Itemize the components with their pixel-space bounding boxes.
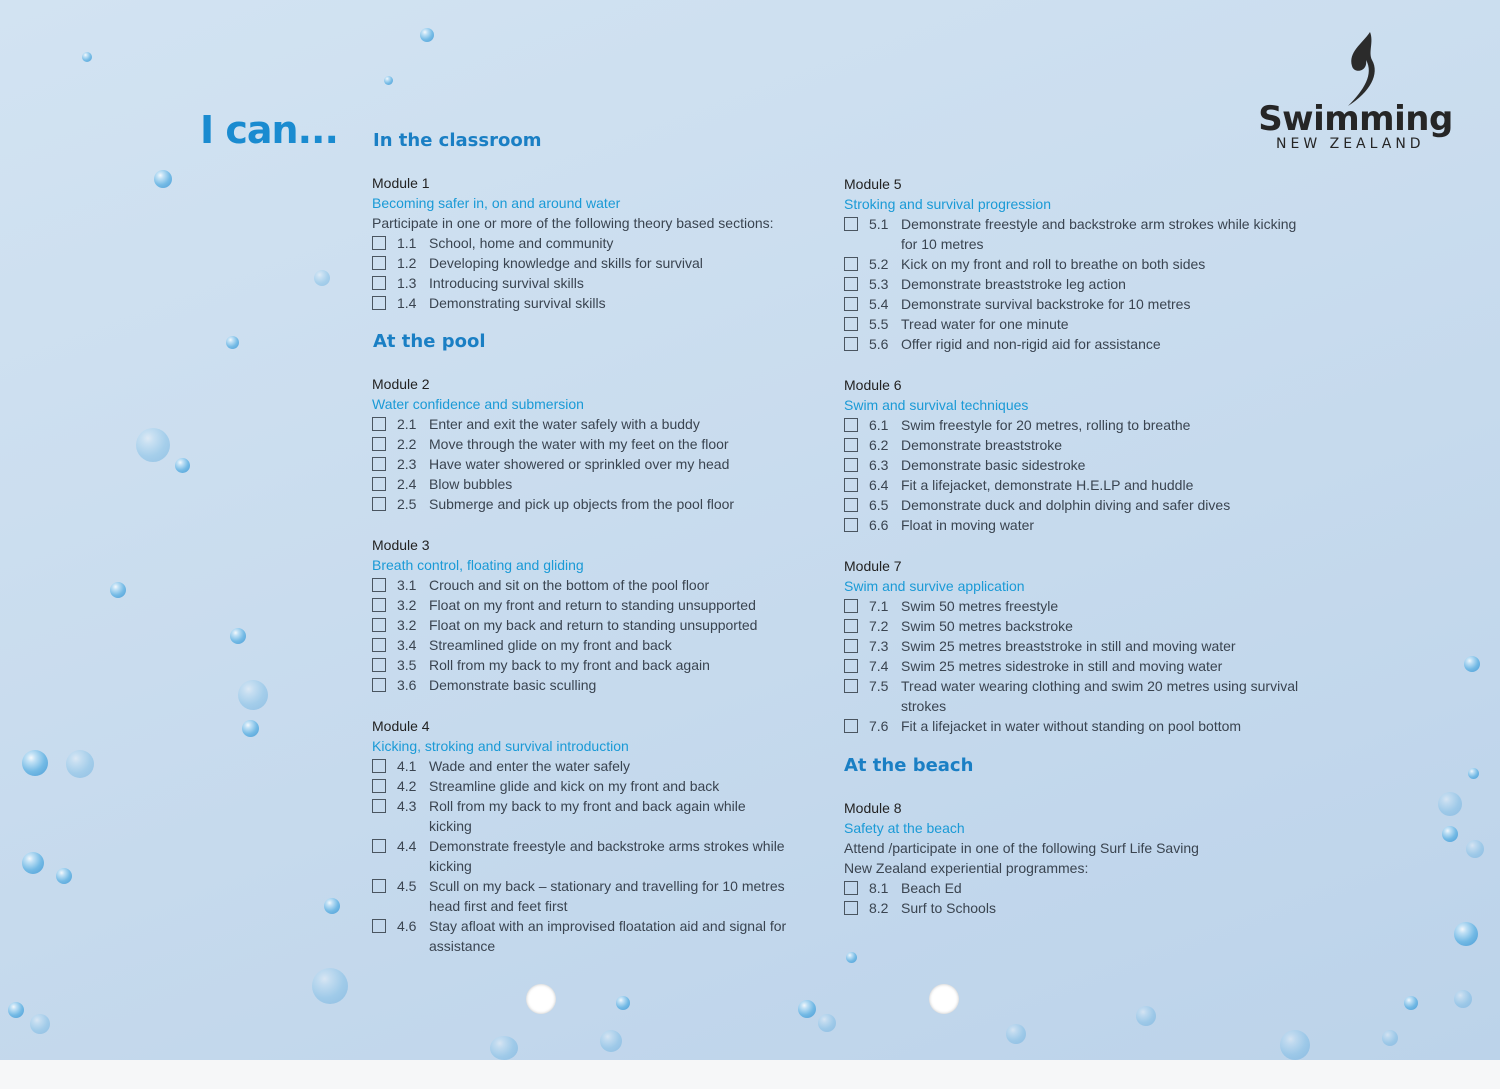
- item-checkbox[interactable]: [372, 919, 386, 933]
- item-checkbox[interactable]: [372, 236, 386, 250]
- bubble-decoration: [154, 170, 172, 188]
- item-text: School, home and community: [429, 235, 614, 251]
- bubble-decoration: [1468, 768, 1479, 779]
- item-checkbox[interactable]: [844, 599, 858, 613]
- item-number: 8.1: [869, 880, 889, 896]
- bubble-decoration: [175, 458, 190, 473]
- checklist-item: [844, 334, 1254, 354]
- item-text: Demonstrate breaststroke: [901, 437, 1063, 453]
- bubble-decoration: [22, 750, 48, 776]
- checklist-item: [844, 676, 1301, 716]
- module-4: [372, 716, 787, 956]
- bubble-decoration: [56, 868, 72, 884]
- checklist-item: [372, 434, 772, 454]
- item-number: 1.2: [397, 255, 417, 271]
- checklist-item: [844, 254, 1254, 274]
- checklist-item: [844, 475, 1254, 495]
- item-checkbox[interactable]: [844, 438, 858, 452]
- item-text: Demonstrate duck and dolphin diving and safer dives: [901, 497, 1231, 513]
- item-text: Scull on my back – stationary and travelling for 10 metres head first and feet first: [429, 878, 785, 914]
- checklist-item: [372, 494, 772, 514]
- item-checkbox[interactable]: [372, 618, 386, 632]
- bubble-decoration: [314, 270, 330, 286]
- item-checkbox[interactable]: [372, 839, 386, 853]
- item-number: 1.4: [397, 295, 417, 311]
- checklist-item: [844, 878, 1204, 898]
- checklist-item: [844, 435, 1254, 455]
- bubble-decoration: [136, 428, 170, 462]
- item-number: 3.4: [397, 637, 417, 653]
- item-text: Swim 50 metres backstroke: [901, 618, 1073, 634]
- bubble-decoration: [600, 1030, 622, 1052]
- item-number: 3.2: [397, 597, 417, 613]
- bubble-decoration: [490, 1036, 518, 1060]
- checklist-item: [372, 253, 772, 273]
- module-title: Module 3: [372, 537, 430, 553]
- checklist-item: [372, 233, 772, 253]
- bubble-decoration: [110, 582, 126, 598]
- module-title: Module 6: [844, 377, 902, 393]
- item-text: Demonstrate breaststroke leg action: [901, 276, 1126, 292]
- item-number: 5.1: [869, 216, 889, 232]
- checklist-item: [372, 776, 762, 796]
- checklist-item: [844, 898, 1204, 918]
- item-text: Tread water wearing clothing and swim 20 metres using survival strokes: [901, 678, 1299, 714]
- checklist-item: [844, 214, 1301, 254]
- item-text: Crouch and sit on the bottom of the pool floor: [429, 577, 710, 593]
- item-text: Demonstrating survival skills: [429, 295, 606, 311]
- item-text: Fit a lifejacket, demonstrate H.E.LP and huddle: [901, 477, 1194, 493]
- item-text: Demonstrate freestyle and backstroke arms strokes while kicking: [429, 838, 785, 874]
- module-title: Module 8: [844, 800, 902, 816]
- item-number: 5.5: [869, 316, 889, 332]
- module-subtitle: Breath control, floating and gliding: [372, 557, 584, 573]
- item-checkbox[interactable]: [844, 901, 858, 915]
- checklist-item: [844, 636, 1254, 656]
- bubble-decoration: [798, 1000, 816, 1018]
- checklist-item: [372, 876, 794, 916]
- module-5: [844, 174, 1297, 354]
- item-text: Surf to Schools: [901, 900, 996, 916]
- page-bottom-edge: [0, 1060, 1500, 1089]
- item-number: 3.2: [397, 617, 417, 633]
- item-checkbox[interactable]: [844, 458, 858, 472]
- punch-hole: [929, 984, 959, 1014]
- item-text: Have water showered or sprinkled over my head: [429, 456, 730, 472]
- checklist-item: [372, 454, 772, 474]
- item-text: Offer rigid and non-rigid aid for assistance: [901, 336, 1161, 352]
- checklist-item: [844, 415, 1254, 435]
- module-6: [844, 375, 1254, 535]
- bubble-decoration: [1382, 1030, 1398, 1046]
- module-1: [372, 173, 772, 313]
- item-number: 6.1: [869, 417, 889, 433]
- item-checkbox[interactable]: [372, 678, 386, 692]
- item-number: 5.2: [869, 256, 889, 272]
- checklist-item: [372, 796, 779, 836]
- module-title: Module 5: [844, 176, 902, 192]
- module-title: Module 1: [372, 175, 430, 191]
- item-text: Demonstrate basic sculling: [429, 677, 597, 693]
- item-text: Float in moving water: [901, 517, 1035, 533]
- item-checkbox[interactable]: [372, 417, 386, 431]
- item-checkbox[interactable]: [372, 759, 386, 773]
- bubble-decoration: [82, 52, 92, 62]
- module-intro: Attend /participate in one of the following Surf Life Saving New Zealand experiential programmes:: [844, 840, 1199, 876]
- item-text: Move through the water with my feet on the floor: [429, 436, 729, 452]
- item-number: 6.6: [869, 517, 889, 533]
- item-checkbox[interactable]: [372, 437, 386, 451]
- checklist-item: [844, 455, 1254, 475]
- item-checkbox[interactable]: [844, 217, 858, 231]
- item-text: Beach Ed: [901, 880, 962, 896]
- item-text: Demonstrate survival backstroke for 10 metres: [901, 296, 1191, 312]
- item-number: 2.4: [397, 476, 417, 492]
- item-number: 1.1: [397, 235, 417, 251]
- item-checkbox[interactable]: [372, 296, 386, 310]
- checklist-item: [844, 596, 1254, 616]
- checklist-item: [844, 314, 1254, 334]
- item-text: Kick on my front and roll to breathe on both sides: [901, 256, 1206, 272]
- item-checkbox[interactable]: [844, 317, 858, 331]
- bubble-decoration: [66, 750, 94, 778]
- checklist-item: [372, 655, 772, 675]
- item-checkbox[interactable]: [372, 598, 386, 612]
- item-checkbox[interactable]: [844, 418, 858, 432]
- item-text: Fit a lifejacket in water without standing on pool bottom: [901, 718, 1242, 734]
- item-text: Swim 50 metres freestyle: [901, 598, 1059, 614]
- swimming-nz-logo: [1248, 30, 1463, 155]
- item-number: 7.6: [869, 718, 889, 734]
- checklist-item: [372, 916, 804, 956]
- item-checkbox[interactable]: [844, 498, 858, 512]
- bubble-decoration: [30, 1014, 50, 1034]
- checklist-item: [844, 274, 1254, 294]
- swoosh-icon: [1340, 30, 1380, 108]
- bubble-decoration: [818, 1014, 836, 1032]
- module-subtitle: Becoming safer in, on and around water: [372, 195, 621, 211]
- item-text: Roll from my back to my front and back again: [429, 657, 710, 673]
- bubble-decoration: [8, 1002, 24, 1018]
- bubble-decoration: [1442, 826, 1458, 842]
- checklist-item: [372, 756, 762, 776]
- item-number: 4.1: [397, 758, 417, 774]
- item-text: Streamlined glide on my front and back: [429, 637, 672, 653]
- module-subtitle: Safety at the beach: [844, 820, 965, 836]
- item-checkbox[interactable]: [844, 478, 858, 492]
- item-number: 7.3: [869, 638, 889, 654]
- item-number: 7.5: [869, 678, 889, 694]
- bubble-decoration: [238, 680, 268, 710]
- item-number: 7.4: [869, 658, 889, 674]
- bubble-decoration: [242, 720, 259, 737]
- bubble-decoration: [1466, 840, 1484, 858]
- bubble-decoration: [1280, 1030, 1310, 1060]
- bubble-decoration: [846, 952, 857, 963]
- item-checkbox[interactable]: [844, 881, 858, 895]
- module-2: [372, 374, 772, 514]
- item-number: 5.6: [869, 336, 889, 352]
- item-number: 6.3: [869, 457, 889, 473]
- item-text: Stay afloat with an improvised floatation aid and signal for assistance: [429, 918, 787, 954]
- section-title-pool: At the pool: [373, 331, 486, 352]
- item-text: Float on my back and return to standing unsupported: [429, 617, 758, 633]
- item-text: Roll from my back to my front and back again while kicking: [429, 798, 746, 834]
- module-intro: Participate in one or more of the following theory based sections:: [372, 215, 774, 231]
- bubble-decoration: [1464, 656, 1480, 672]
- item-number: 2.1: [397, 416, 417, 432]
- bubble-decoration: [22, 852, 44, 874]
- checklist-item: [372, 414, 772, 434]
- module-7: [844, 556, 1299, 736]
- item-number: 3.5: [397, 657, 417, 673]
- item-text: Demonstrate freestyle and backstroke arm strokes while kicking for 10 metres: [901, 216, 1297, 252]
- item-checkbox[interactable]: [372, 779, 386, 793]
- item-checkbox[interactable]: [844, 719, 858, 733]
- item-checkbox[interactable]: [844, 639, 858, 653]
- item-number: 4.6: [397, 918, 417, 934]
- item-number: 7.2: [869, 618, 889, 634]
- item-checkbox[interactable]: [844, 619, 858, 633]
- module-3: [372, 535, 772, 695]
- checklist-item: [844, 716, 1254, 736]
- item-number: 4.3: [397, 798, 417, 814]
- item-checkbox[interactable]: [844, 297, 858, 311]
- item-checkbox[interactable]: [372, 578, 386, 592]
- item-number: 7.1: [869, 598, 889, 614]
- checklist-item: [372, 273, 772, 293]
- item-checkbox[interactable]: [372, 799, 386, 813]
- item-checkbox[interactable]: [372, 276, 386, 290]
- bubble-decoration: [230, 628, 246, 644]
- item-text: Developing knowledge and skills for survival: [429, 255, 703, 271]
- checklist-item: [844, 656, 1254, 676]
- item-text: Introducing survival skills: [429, 275, 584, 291]
- item-number: 5.3: [869, 276, 889, 292]
- item-text: Float on my front and return to standing unsupported: [429, 597, 756, 613]
- item-number: 8.2: [869, 900, 889, 916]
- item-text: Enter and exit the water safely with a buddy: [429, 416, 700, 432]
- item-text: Blow bubbles: [429, 476, 513, 492]
- logo-wordmark: Swimming: [1258, 99, 1453, 139]
- bubble-decoration: [1438, 792, 1462, 816]
- item-checkbox[interactable]: [844, 518, 858, 532]
- module-subtitle: Kicking, stroking and survival introduction: [372, 738, 629, 754]
- item-checkbox[interactable]: [372, 457, 386, 471]
- item-number: 5.4: [869, 296, 889, 312]
- item-checkbox[interactable]: [844, 257, 858, 271]
- checklist-item: [372, 575, 772, 595]
- item-text: Wade and enter the water safely: [429, 758, 631, 774]
- item-text: Swim freestyle for 20 metres, rolling to breathe: [901, 417, 1191, 433]
- item-text: Swim 25 metres breaststroke in still and moving water: [901, 638, 1236, 654]
- bubble-decoration: [312, 968, 348, 1004]
- module-title: Module 4: [372, 718, 430, 734]
- punch-hole: [526, 984, 556, 1014]
- checklist-item: [372, 635, 772, 655]
- item-text: Streamline glide and kick on my front and back: [429, 778, 720, 794]
- checklist-item: [372, 474, 772, 494]
- bubble-decoration: [1006, 1024, 1026, 1044]
- bubble-decoration: [226, 336, 239, 349]
- bubble-decoration: [324, 898, 340, 914]
- item-checkbox[interactable]: [372, 658, 386, 672]
- checklist-item: [844, 616, 1254, 636]
- item-checkbox[interactable]: [844, 337, 858, 351]
- module-subtitle: Swim and survival techniques: [844, 397, 1029, 413]
- checklist-item: [372, 675, 772, 695]
- item-number: 4.4: [397, 838, 417, 854]
- bubble-decoration: [1136, 1006, 1156, 1026]
- item-number: 3.6: [397, 677, 417, 693]
- item-checkbox[interactable]: [372, 497, 386, 511]
- bubble-decoration: [1454, 922, 1478, 946]
- checklist-item: [372, 615, 772, 635]
- item-number: 6.5: [869, 497, 889, 513]
- checklist-item: [844, 515, 1254, 535]
- module-title: Module 7: [844, 558, 902, 574]
- module-subtitle: Swim and survive application: [844, 578, 1025, 594]
- page-heading: I can...: [200, 108, 338, 152]
- item-checkbox[interactable]: [372, 477, 386, 491]
- item-text: Tread water for one minute: [901, 316, 1069, 332]
- item-checkbox[interactable]: [372, 638, 386, 652]
- section-title-classroom: In the classroom: [373, 130, 542, 151]
- bubble-decoration: [384, 76, 393, 85]
- item-number: 2.3: [397, 456, 417, 472]
- checklist-item: [372, 836, 804, 876]
- item-text: Submerge and pick up objects from the pool floor: [429, 496, 735, 512]
- item-text: Swim 25 metres sidestroke in still and moving water: [901, 658, 1223, 674]
- section-title-beach: At the beach: [844, 755, 974, 776]
- item-number: 3.1: [397, 577, 417, 593]
- item-number: 1.3: [397, 275, 417, 291]
- item-checkbox[interactable]: [844, 277, 858, 291]
- item-checkbox[interactable]: [372, 879, 386, 893]
- checklist-item: [372, 293, 772, 313]
- logo-subtitle: NEW ZEALAND: [1276, 136, 1425, 152]
- item-checkbox[interactable]: [844, 679, 858, 693]
- item-checkbox[interactable]: [372, 256, 386, 270]
- item-text: Demonstrate basic sidestroke: [901, 457, 1086, 473]
- module-title: Module 2: [372, 376, 430, 392]
- item-number: 2.2: [397, 436, 417, 452]
- bubble-decoration: [1454, 990, 1472, 1008]
- item-number: 6.2: [869, 437, 889, 453]
- checklist-item: [372, 595, 772, 615]
- item-checkbox[interactable]: [844, 659, 858, 673]
- bubble-decoration: [616, 996, 630, 1010]
- item-number: 4.2: [397, 778, 417, 794]
- item-number: 2.5: [397, 496, 417, 512]
- checklist-item: [844, 495, 1254, 515]
- checklist-item: [844, 294, 1254, 314]
- module-8: [844, 798, 1204, 918]
- module-subtitle: Stroking and survival progression: [844, 196, 1051, 212]
- bubble-decoration: [1404, 996, 1418, 1010]
- item-number: 4.5: [397, 878, 417, 894]
- module-subtitle: Water confidence and submersion: [372, 396, 584, 412]
- bubble-decoration: [420, 28, 434, 42]
- item-number: 6.4: [869, 477, 889, 493]
